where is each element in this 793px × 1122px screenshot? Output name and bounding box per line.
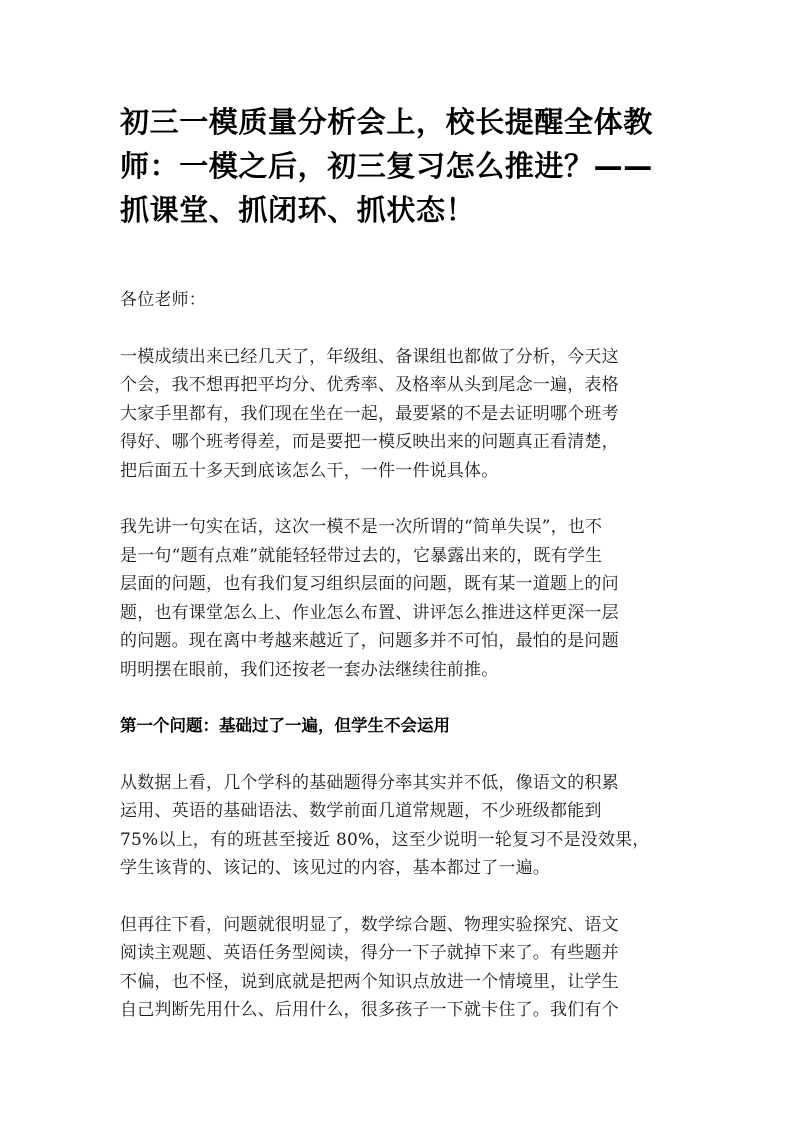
paragraph-line: 但再往下看，问题就很明显了，数学综合题、物理实验探究、语文	[120, 914, 619, 935]
paragraph-line: 阅读主观题、英语任务型阅读，得分一下子就掉下来了。有些题并	[120, 943, 619, 963]
paragraph-line: 的问题。现在离中考越来越近了，问题多并不可怕，最怕的是问题	[120, 631, 619, 651]
salutation: 各位老师：	[120, 290, 206, 310]
section-heading: 第一个问题：基础过了一遍，但学生不会运用	[120, 716, 450, 735]
paragraph-line: 我先讲一句实在话，这次一模不是一次所谓的“简单失误”，也不	[120, 517, 603, 537]
paragraph-4	[120, 911, 673, 1025]
paragraph-line: 自己判断先用什么、后用什么，很多孩子一下就卡住了。我们有个	[120, 1000, 619, 1020]
paragraph-line: 是一句“题有点难”就能轻轻带过去的，它暴露出来的，既有学生	[120, 545, 603, 566]
paragraph-line: 把后面五十多天到底该怎么干，一件一件说具体。	[120, 460, 499, 481]
title-line: 初三一模质量分析会上，校长提醒全体教	[120, 105, 653, 139]
paragraph-line: 层面的问题，也有我们复习组织层面的问题，既有某一道题上的问	[120, 574, 619, 594]
paragraph-line: 一模成绩出来已经几天了，年级组、备课组也都做了分析，今天这	[120, 346, 619, 367]
paragraph-line: 题，也有课堂怎么上、作业怎么布置、讲评怎么推进这样更深一层	[120, 602, 619, 623]
title-line: 抓课堂、抓闭环、抓状态！	[120, 193, 476, 227]
paragraph-2	[120, 513, 673, 684]
paragraph-line: 75%以上，有的班甚至接近 80%，这至少说明一轮复习不是没效果，	[120, 829, 650, 850]
document-title	[120, 100, 673, 232]
paragraph-line: 得好、哪个班考得差，而是要把一模反映出来的问题真正看清楚，	[120, 432, 619, 452]
paragraph-line: 从数据上看，几个学科的基础题得分率其实并不低，像语文的积累	[120, 772, 619, 793]
document-page	[120, 100, 673, 1025]
paragraph-line: 学生该背的、该记的、该见过的内容，基本都过了一遍。	[120, 858, 550, 878]
paragraph-line: 大家手里都有，我们现在坐在一起，最要紧的不是去证明哪个班考	[120, 403, 619, 424]
paragraph-line: 运用、英语的基础语法、数学前面几道常规题，不少班级都能到	[120, 801, 602, 821]
paragraph-line: 明明摆在眼前，我们还按老一套办法继续往前推。	[120, 659, 499, 680]
title-line: 师：一模之后，初三复习怎么推进？——	[120, 149, 653, 183]
paragraph-1	[120, 343, 673, 486]
paragraph-line: 不偏，也不怪，说到底就是把两个知识点放进一个情境里，让学生	[120, 971, 619, 992]
paragraph-line: 个会，我不想再把平均分、优秀率、及格率从头到尾念一遍，表格	[120, 375, 619, 395]
paragraph-3	[120, 769, 673, 883]
